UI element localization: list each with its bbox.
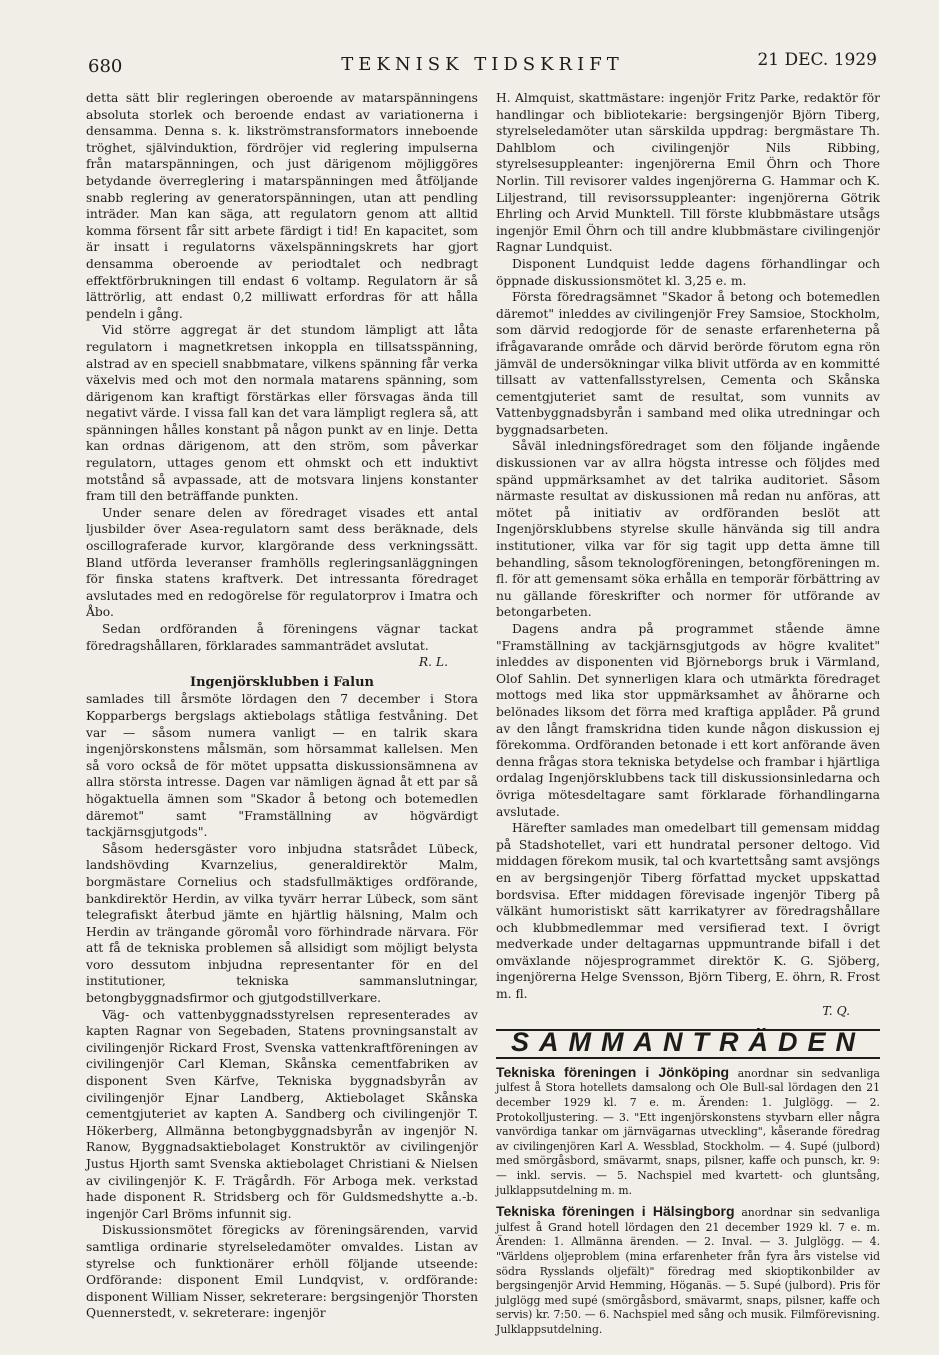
author-signature: T. Q. <box>822 1003 850 1018</box>
meeting-notice <box>496 1204 880 1337</box>
banner-title: SAMMANTRÄDEN <box>511 1027 865 1058</box>
journal-title: TEKNISK TIDSKRIFT <box>341 54 624 75</box>
page-number: 680 <box>88 56 123 77</box>
paragraph: Sedan ordföranden å föreningens vägnar tackat föredragshållaren, förklarades sammanträdet avslutat. <box>86 622 478 653</box>
meeting-title: Tekniska föreningen i Jönköping <box>496 1063 730 1080</box>
paragraph: Väg- och vattenbyggnadsstyrelsen representerades av kapten Ragnar von Segebaden, Statens provningsanstalt av civilingenjör Rickard Frost, Svenska vattenkraftföreningen av civilingenjör Carl Kleman, Skånska cementfabriken av disponent Sven Kärfve, Tekniska byggnadsbyrån av civilingenjör Ejnar Landberg, Aktiebolaget Skånska cementgjuteriet av kapten A. Sandberg och civilingenjör T. Hökerberg, Allmänna betongbyggnadsbyrån av ingenjör N. Ranow, Byggnadsaktiebolaget Konstruktör av civilingenjör Justus Hjorth samt Svenska aktiebolaget Christiani & Nielsen av civilingenjör K. F. Trägårdh. För Arboga mek. verkstad hade disponent R. Stridsberg och för Guldsmedshytte a.-b. ingenjör Carl Bröms infunnit sig. <box>86 1007 478 1221</box>
paragraph: detta sätt blir regleringen oberoende av matarspänningens absoluta storlek och beroende endast av variationerna i densamma. Denna s. k. likströmstransformators inneboende tröghet, självinduktion, fördröjer vid reglering impulserna från matarspänningen, och just därigenom möjliggöres betydande överreglering i matarspänningen med åtföljande snabb reglering av generatorspänningen, utan att pendling inträder. Man kan säga, att regulatorn genom att alltid komma försent får sitt arbete färdigt i tid! En kapacitet, som är insatt i regulatorns växelspänningskrets har gjort densamma oberoende av periodtalet och nedbragt effektförbrukningen till endast 6 voltamp. Regulatorn är så lättrörlig, att endast 0,2 milliwatt erfordras för att hålla pendeln i gång. <box>86 91 478 321</box>
section-banner <box>496 1029 880 1059</box>
section-title: Ingenjörsklubben i Falun <box>190 674 374 690</box>
paragraph: H. Almquist, skattmästare: ingenjör Fritz Parke, redaktör för handlingar och bibliotekarie: bergsingenjör Björn Tiberg, styrelseledamöter utan särskilda uppdrag: bergmästare Th. Dahlblom och civilingenjör Nils Ribbing, styrelsesuppleanter: ingenjörerna Emil Öhrn och Thore Norlin. Till revisorer valdes ingenjörerna G. Hammar och K. Liljestrand, till revisorssuppleanter: ingenjörerna Götrik Ehrling och Arvid Munktell. Till förste klubbmästare utsågs ingenjör Emil Öhrn och till andre klubbmästare civilingenjör Ragnar Lundquist. <box>496 91 880 255</box>
paragraph: Vid större aggregat är det stundom lämpligt att låta regulatorn i magnetkretsen inkoppla en tillsatsspänning, alstrad av en speciell snabbmatare, vilkens spänning får verka växelvis med och mot den normala matarens spänning, som därigenom kan kraftigt förstärkas eller försvagas ända till negativt värde. I vissa fall kan det vara lämpligt reglera så, att spänningen hålles konstant på någon punkt av en linje. Detta kan ordnas därigenom, att den ström, som påverkar regulatorn, uttages genom ett ohmskt och ett induktivt motstånd så avpassade, att de motsvara linjens konstanter fram till den beträffande punkten. <box>86 323 478 504</box>
page-header <box>88 48 877 80</box>
paragraph: Under senare delen av föredraget visades ett antal ljusbilder över Asea-regulatorn samt dess beräknade, dels oscillograferade kurvor, klargörande dess verkningssätt. Bland utförda leveranser framhölls regleringsanläggningen för finska statens kraftverk. Det intressanta föredraget avslutades med en redogörelse för regulatorprov i Imatra och Åbo. <box>86 505 478 620</box>
meeting-notice <box>496 1065 880 1198</box>
meeting-text: anordnar sin sedvanliga julfest å Grand hotell lördagen den 21 december 1929 kl. 7 e. m. Ärenden: 1. Allmänna ärenden. — 2. Inval. — 3. Julglögg. — 4. "Världens oljeproblem (mina erfarenheter från fyra års vistelse vid södra Rysslands oljefält)" föredrag med skioptikonbilder av bergsingenjör Arvid Hemming, Höganäs. — 5. Supé (julbord). Pris för julglögg med supé (smörgåsbord, smävarmt, snaps, pilsner, kaffe och servis) kr. 7:50. — 6. Nachspiel med sång och musik. Filmförevisning. Julklappsutdelning. <box>496 1206 880 1336</box>
right-column <box>496 90 880 1338</box>
left-column <box>86 90 478 1322</box>
paragraph: Såväl inledningsföredraget som den följande ingående diskussionen var av allra högsta intresse och följdes med spänd uppmärksamhet av det talrika auditoriet. Såsom närmaste resultat av diskussionen må redan nu anföras, att mötet på initiativ av ordföranden beslöt att Ingenjörsklubbens styrelse skulle hänvända sig till andra institutioner, vilka var för sig tagit upp detta ämne till behandling, såsom teknologföreningen, betongföreningen m. fl. för att gemensamt söka erhålla en temporär förbättring av nu gällande föreskrifter och normer för utförande av betongarbeten. <box>496 439 880 620</box>
paragraph: Dagens andra på programmet stående ämne "Framställning av tackjärnsgjutgods av högre kvalitet" inleddes av disponenten vid Björneborgs bruk i Värmland, Olof Sahlin. Det synnerligen klara och utmärkta föredraget mottogs med lika stor uppmärksamhet av åhörarne och belönades liksom det förra med kraftiga applåder. På grund av den långt framskridna tiden kunde någon diskussion ej förekomma. Ordföranden betonade i ett kort anförande även denna frågas stora tekniska betydelse och frambar i hjärtliga ordalag Ingenjörsklubbens tack till diskussionsinledarna och övriga mötesdeltagare samt förklarade förhandlingarna avslutade. <box>496 622 880 819</box>
paragraph: Härefter samlades man omedelbart till gemensam middag på Stadshotellet, vari ett hundratal personer deltogo. Vid middagen förekom musik, tal och kvartettsång samt avsjöngs en av bergsingenjör Tiberg författad mycket uppskattad bordsvisa. Efter middagen förevisade ingenjör Tiberg på välkänt humoristiskt sätt karrikatyrer av föredragshållare och klubbmedlemmar med versifierad text. I övrigt medverkade under deltagarnas uppmuntrande bifall i det omväxlande nöjesprogrammet direktör K. G. Sjöberg, ingenjörerna Helge Svensson, Björn Tiberg, E. öhrn, R. Frost m. fl. <box>496 821 880 1002</box>
paragraph: Såsom hedersgäster voro inbjudna statsrådet Lübeck, landshövding Kvarnzelius, generaldirektör Malm, borgmästare Cornelius och stadsfullmäktiges ordförande, bankdirektör Herdin, av vilka tyvärr herrar Lübeck, som sänt telegrafiskt återbud jämte en hjärtlig hälsning, Malm och Herdin av trängande göromål voro förhindrade närvara. För att få de tekniska problemen så allsidigt som möjligt belysta voro dessutom inbjudna representanter för en del institutioner, tekniska sammanslutningar, betongbyggnadsfirmor och gjutgodstillverkare. <box>86 841 478 1006</box>
paragraph: Första föredragsämnet "Skador å betong och botemedlen däremot" inleddes av civilingenjör Frey Samsioe, Stockholm, som därvid redogjorde för de senaste erfarenheterna på ifrågavarande område och därvid berörde förutom egna rön jämväl de undersökningar vilka blivit utförda av en kommitté tillsatt av vattenfallsstyrelsen, Cementa och Skånska cementgjuteriet samt de resultat, som vunnits av Vattenbyggnadsbyrån i samband med olika utredningar och byggnadsarbeten. <box>496 290 880 437</box>
meeting-text: anordnar sin sedvanliga julfest å Stora hotellets damsalong och Ole Bull-sal lördagen den 21 december 1929 kl. 7 e. m. Ärenden: 1. Julglögg. — 2. Protokolljustering. — 3. "Ett ingenjörskonstens styvbarn eller några vanvördiga tankar om järnvägarnas utveckling", kåserande föredrag av civilingenjören Karl A. Wessblad, Stockholm. — 4. Supé (julbord) med smörgåsbord, smävarmt, snaps, pilsner, kaffe och punsch, kr. 9:— inkl. servis. — 5. Nachspiel med kvartett- och gluntsång, julklappsutdelning m. m. <box>496 1066 880 1197</box>
paragraph: samlades till årsmöte lördagen den 7 december i Stora Kopparbergs bergslags aktiebolags ståtliga festvåning. Det var — såsom numera vanligt — en talrik skara ingenjörskonstens målsmän, som hörsammat kallelsen. Men så voro också de för mötet uppsatta diskussionsämnena av allra största intresse. Dagen var nämligen ägnad åt ett par så högaktuella ämnen som "Skador å betong och botemedlen däremot" samt "Framställning av högvärdigt tackjärnsgjutgods". <box>86 692 478 840</box>
issue-date: 21 DEC. 1929 <box>757 50 877 70</box>
author-signature: R. L. <box>418 655 448 670</box>
paragraph: Disponent Lundquist ledde dagens förhandlingar och öppnade diskussionsmötet kl. 3,25 e. m. <box>496 256 880 288</box>
paragraph: Diskussionsmötet föregicks av föreningsärenden, varvid samtliga ordinarie styrelseledamöter omvaldes. Listan av styrelse och funktionärer erhöll följande utseende: Ordförande: disponent Emil Lundqvist, v. ordförande: disponent William Nisser, sekreterare: bergsingenjör Thorsten Quennerstedt, v. sekreterare: ingenjör <box>86 1223 478 1321</box>
meeting-title: Tekniska föreningen i Hälsingborg <box>496 1203 735 1220</box>
